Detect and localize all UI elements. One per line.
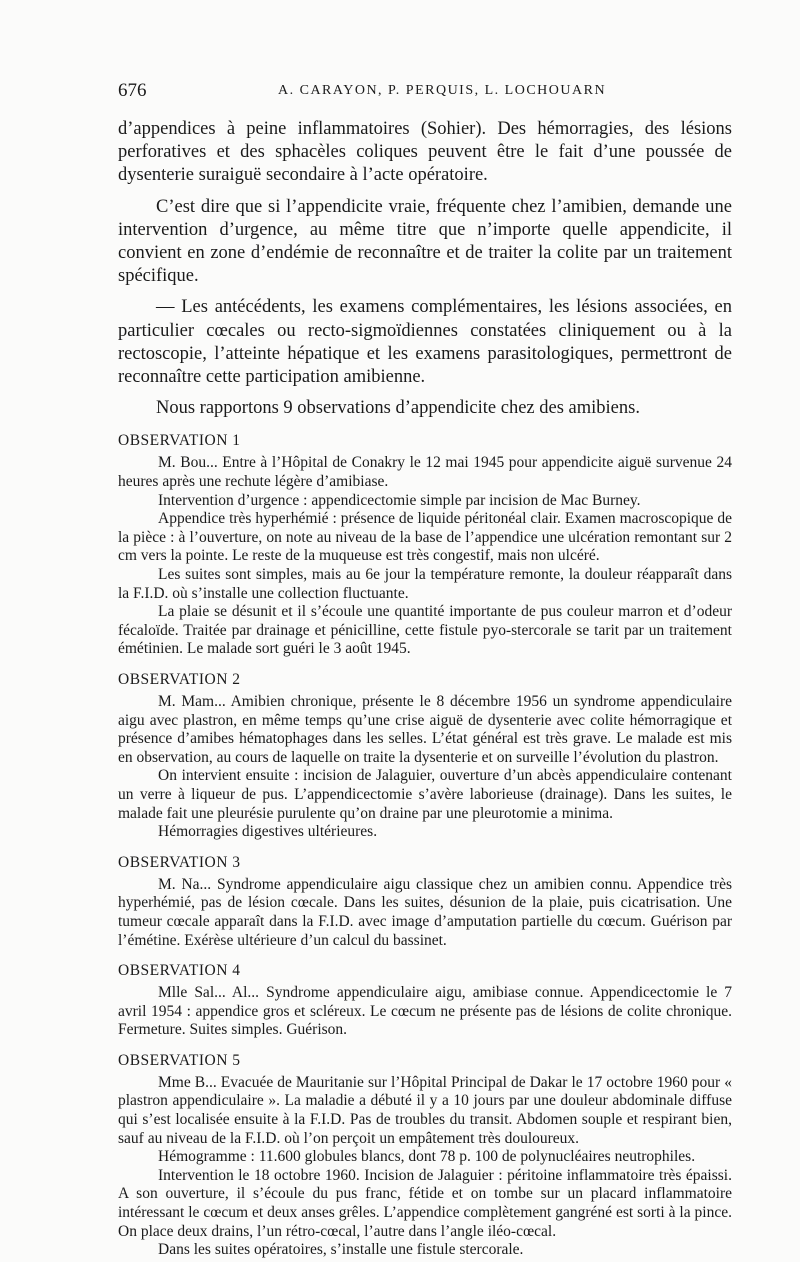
running-title: A. CARAYON, P. PERQUIS, L. LOCHOUARN bbox=[278, 83, 607, 98]
observation-5 bbox=[118, 1051, 732, 1260]
observation-4 bbox=[118, 961, 732, 1040]
observation-paragraph: La plaie se désunit et il s’écoule une quantité importante de pus couleur marron et d’odeur fécaloïde. Traitée par drainage et pénicilline, cette fistule pyo-stercorale se tarit par un traitement émétinien. Le malade sort guéri le 3 août 1945. bbox=[118, 603, 732, 658]
observation-heading: OBSERVATION 2 bbox=[118, 670, 241, 688]
observation-paragraph: Mme B... Evacuée de Mauritanie sur l’Hôpital Principal de Dakar le 17 octobre 1960 pour « plastron appendiculaire ». La maladie a débuté il y a 10 jours par une douleur abdominale diffuse qui s’est localisée ensuite à la F.I.D. Pas de troubles du transit. Abdomen souple et respirant bien, sauf au niveau de la F.I.D. où l’on perçoit un empâtement très douloureux. bbox=[118, 1073, 732, 1147]
observation-paragraph: Hémogramme : 11.600 globules blancs, dont 78 p. 100 de polynucléaires neutrophiles. bbox=[158, 1148, 696, 1166]
observation-paragraph: Dans les suites opératoires, s’installe une fistule stercorale. bbox=[158, 1241, 524, 1259]
intro-paragraph: — Les antécédents, les examens complémentaires, les lésions associées, en particulier cœcales ou recto-sigmoïdiennes constatées cliniquement ou à la rectoscopie, l’atteinte hépatique et les examens parasitologiques, permettront de reconnaître cette participation amibienne. bbox=[118, 297, 732, 388]
observation-paragraph: M. Mam... Amibien chronique, présente le 8 décembre 1956 un syndrome appendiculaire aigu avec plastron, en même temps qu’une crise aiguë de dysenterie avec colite hémorragique et présence d’amibes hématophages dans les selles. L’état général est très grave. Le malade est mis en observation, au cours de laquelle on traite la dysenterie et on surveille l’évolution du plastron. bbox=[118, 692, 732, 766]
observation-1 bbox=[118, 431, 732, 659]
observation-paragraph: Les suites sont simples, mais au 6e jour la température remonte, la douleur réapparaît dans la F.I.D. où s’installe une collection fluctuante. bbox=[118, 566, 732, 602]
intro-paragraph: d’appendices à peine inflammatoires (Sohier). Des hémorragies, des lésions perforatives et des sphacèles coliques peuvent être le fait d’une poussée de dysenterie suraiguë secondaire à l’acte opératoire. bbox=[118, 119, 732, 186]
intro-paragraph: Nous rapportons 9 observations d’appendicite chez des amibiens. bbox=[156, 398, 640, 419]
observation-paragraph: Hémorragies digestives ultérieures. bbox=[158, 823, 378, 841]
article-body bbox=[118, 118, 732, 1262]
observation-paragraph: Intervention le 18 octobre 1960. Incision de Jalaguier : péritoine inflammatoire très épaissi. A son ouverture, il s’écoule du pus franc, fétide et on tombe sur un placard inflammatoire intéressant le cœcum et deux anses grêles. L’appendice complètement gangréné est sorti à la pince. On place deux drains, l’un rétro-cœcal, l’autre dans l’angle iléo-cœcal. bbox=[118, 1166, 732, 1240]
observation-paragraph: Appendice très hyperhémié : présence de liquide péritonéal clair. Examen macroscopique de la pièce : à l’ouverture, on note au niveau de la base de l’appendice une ulcération remontant sur 2 cm vers la pointe. Le reste de la muqueuse est très congestif, mais non ulcéré. bbox=[118, 510, 732, 565]
observation-paragraph: On intervient ensuite : incision de Jalaguier, ouverture d’un abcès appendiculaire contenant un verre à liqueur de pus. L’appendicectomie s’avère laborieuse (drainage). Dans les suites, le malade fait une pleurésie purulente qu’on draine par une pleurotomie a minima. bbox=[118, 767, 732, 822]
observation-heading: OBSERVATION 1 bbox=[118, 432, 241, 450]
page-number: 676 bbox=[118, 80, 147, 101]
observation-3 bbox=[118, 853, 732, 950]
page-header bbox=[118, 80, 732, 104]
intro-paragraph: C’est dire que si l’appendicite vraie, fréquente chez l’amibien, demande une intervention d’urgence, au même titre que n’importe quelle appendicite, il convient en zone d’endémie de reconnaître et de traiter la colite par un traitement spécifique. bbox=[118, 196, 732, 287]
observation-heading: OBSERVATION 4 bbox=[118, 962, 241, 980]
observation-heading: OBSERVATION 5 bbox=[118, 1051, 241, 1069]
observation-paragraph: Intervention d’urgence : appendicectomie simple par incision de Mac Burney. bbox=[158, 491, 641, 509]
observation-paragraph: M. Na... Syndrome appendiculaire aigu classique chez un amibien connu. Appendice très hyperhémié, pas de lésion cœcale. Dans les suites, désunion de la plaie, puis cicatrisation. Une tumeur cœcale apparaît dans la F.I.D. avec image d’amputation partielle du cœcum. Guérison par l’émétine. Exérèse ultérieure d’un calcul du bassinet. bbox=[118, 875, 732, 949]
observation-paragraph: M. Bou... Entre à l’Hôpital de Conakry le 12 mai 1945 pour appendicite aiguë survenue 24 heures après une rechute légère d’amibiase. bbox=[118, 454, 732, 491]
observation-heading: OBSERVATION 3 bbox=[118, 853, 241, 871]
observation-2 bbox=[118, 670, 732, 842]
observation-paragraph: Mlle Sal... Al... Syndrome appendiculaire aigu, amibiase connue. Appendicectomie le 7 avril 1954 : appendice gros et scléreux. Le cœcum ne présente pas de lésions de colite chronique. Fermeture. Suites simples. Guérison. bbox=[118, 984, 732, 1039]
